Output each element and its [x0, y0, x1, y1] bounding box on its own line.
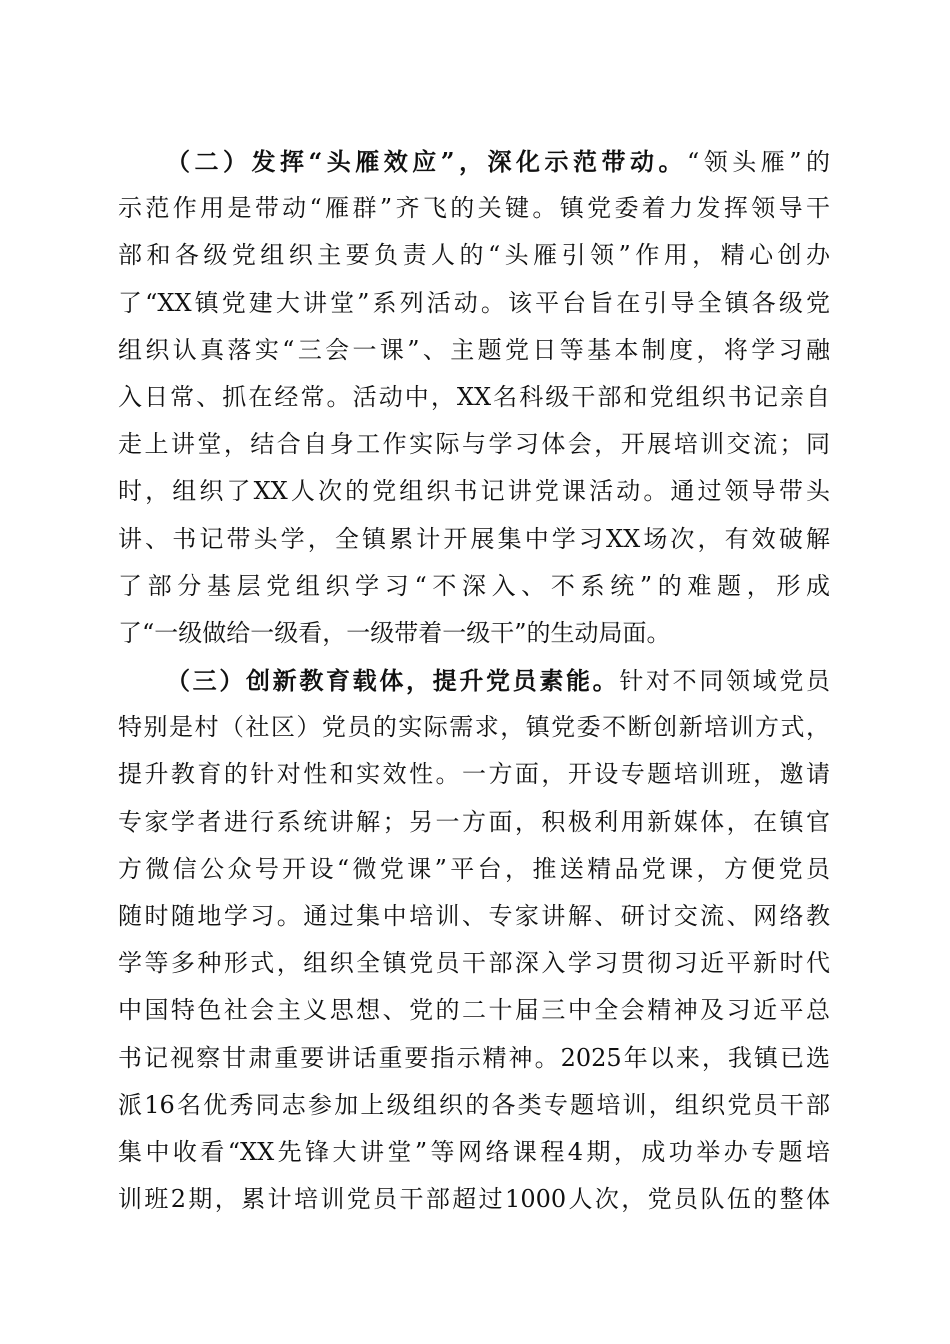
paragraph-3-line-10: 派16名优秀同志参加上级组织的各类专题培训，组织党员干部 [118, 1090, 830, 1119]
paragraph-3-heading: （三）创新教育载体，提升党员素能。 [166, 666, 620, 696]
body-text [118, 138, 830, 1223]
paragraph-2-line-10: 了部分基层党组织学习“不深入、不系统”的难题，形成 [118, 571, 830, 600]
paragraph-2-line-7: 走上讲堂，结合自身工作实际与学习体会，开展培训交流；同 [118, 430, 830, 459]
paragraph-3-line-9: 书记视察甘肃重要讲话重要指示精神。2025年以来，我镇已选 [118, 1043, 830, 1072]
paragraph-2-text: “领头雁”的 [686, 148, 830, 176]
paragraph-2-line-8: 时，组织了XX人次的党组织书记讲党课活动。通过领导带头 [118, 477, 830, 506]
paragraph-2-line-4: 了“XX镇党建大讲堂”系列活动。该平台旨在引导全镇各级党 [118, 288, 830, 317]
paragraph-3-line-7: 学等多种形式，组织全镇党员干部深入学习贯彻习近平新时代 [118, 949, 830, 978]
paragraph-2-line-6: 入日常、抓在经常。活动中，XX名科级干部和党组织书记亲自 [118, 382, 830, 411]
paragraph-2-line-11: 了“一级做给一级看，一级带着一级干”的生动局面。 [118, 618, 671, 647]
paragraph-3-line-3: 提升教育的针对性和实效性。一方面，开设专题培训班，邀请 [118, 760, 830, 789]
paragraph-2-line-5: 组织认真落实“三会一课”、主题党日等基本制度，将学习融 [118, 335, 830, 364]
paragraph-3-line-11: 集中收看“XX先锋大讲堂”等网络课程4期，成功举办专题培 [118, 1137, 830, 1166]
paragraph-2-line-1 [118, 138, 830, 185]
paragraph-3-line-5: 方微信公众号开设“微党课”平台，推送精品党课，方便党员 [118, 854, 830, 883]
paragraph-2-line-2: 示范作用是带动“雁群”齐飞的关键。镇党委着力发挥领导干 [118, 194, 830, 223]
paragraph-3-text: 针对不同领域党员 [619, 667, 830, 696]
paragraph-3-line-2: 特别是村（社区）党员的实际需求，镇党委不断创新培训方式， [118, 713, 830, 742]
paragraph-2-line-9: 讲、书记带头学，全镇累计开展集中学习XX场次，有效破解 [118, 524, 830, 553]
paragraph-3-line-4: 专家学者进行系统讲解；另一方面，积极利用新媒体，在镇官 [118, 807, 830, 836]
paragraph-3-line-6: 随时随地学习。通过集中培训、专家讲解、研讨交流、网络教 [118, 902, 830, 930]
paragraph-2-heading: （二）发挥“头雁效应”，深化示范带动。 [166, 147, 687, 176]
paragraph-3-line-1 [118, 657, 830, 704]
paragraph-3-line-8: 中国特色社会主义思想、党的二十届三中全会精神及习近平总 [118, 996, 830, 1025]
paragraph-3-line-12: 训班2期，累计培训党员干部超过1000人次，党员队伍的整体 [118, 1185, 830, 1214]
paragraph-2-line-3: 部和各级党组织主要负责人的“头雁引领”作用，精心创办 [118, 241, 830, 270]
